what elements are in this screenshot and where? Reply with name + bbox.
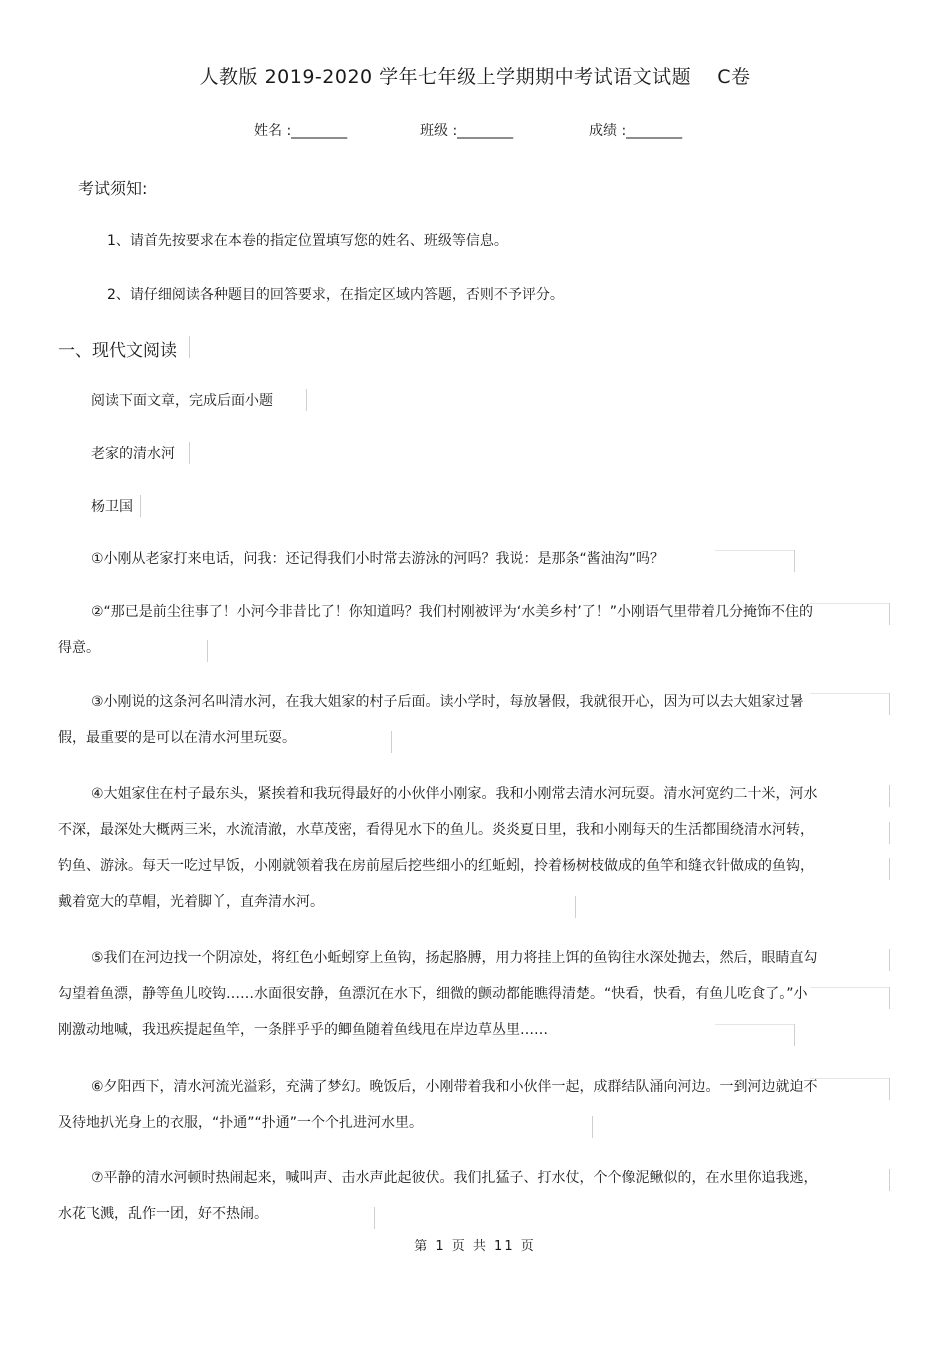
page-footer: 第 1 页 共 11 页 (414, 1239, 536, 1254)
guide-line (889, 603, 890, 625)
box-edge (189, 336, 190, 358)
article-paragraph-5: ⑤我们在河边找一个阴凉处，将红色小蚯蚓穿上鱼钩，扬起胳膊，用力将挂上饵的鱼钩往水深处抛去，然后，眼睛直勾勾望着鱼漂，静等鱼儿咬钩……水面很安静，鱼漂沉在水下，细微的颤动都能瞧得清楚。“快看，快看，有鱼儿吃食了。”小刚激动地喊，我迅疾提起鱼竿，一条胖乎乎的鲫鱼随着鱼线甩在岸边草丛里…… (58, 950, 818, 1038)
box-edge (140, 495, 141, 517)
guide-line (715, 550, 795, 551)
guide-line (374, 1207, 375, 1229)
page-title (0, 62, 950, 89)
article-author: 杨卫国 (91, 499, 133, 515)
guide-line (715, 1024, 795, 1025)
guide-line (889, 1169, 890, 1191)
guide-line (810, 693, 890, 694)
guide-line (889, 785, 890, 807)
notice-heading: 考试须知: (78, 179, 148, 198)
notice-rule-1: 1、请首先按要求在本卷的指定位置填写您的姓名、班级等信息。 (107, 233, 508, 249)
box-edge (189, 442, 190, 464)
notice-rule-2: 2、请仔细阅读各种题目的回答要求，在指定区域内答题，否则不予评分。 (107, 287, 564, 303)
guide-line (794, 550, 795, 572)
article-paragraph-3: ③小刚说的这条河名叫清水河，在我大姐家的村子后面。读小学时，每放暑假，我就很开心，因为可以去大姐家过暑假，最重要的是可以在清水河里玩耍。 (58, 694, 804, 746)
reading-instruction: 阅读下面文章，完成后面小题 (91, 393, 273, 409)
article-paragraph-1: ①小刚从老家打来电话，问我：还记得我们小时常去游泳的河吗？我说：是那条“酱油沟”吗？ (91, 551, 665, 567)
section-heading: 一、现代文阅读 (58, 341, 177, 361)
article-paragraph-4: ④大姐家住在村子最东头，紧挨着和我玩得最好的小伙伴小刚家。我和小刚常去清水河玩耍。清水河宽约二十米，河水不深，最深处大概两三米，水流清澈，水草茂密，看得见水下的鱼儿。炎炎夏日里，我和小刚每天的生活都围绕清水河转，钓鱼、游泳。每天一吃过早饭，小刚就领着我在房前屋后挖些细小的红蚯蚓，拎着杨树枝做成的鱼竿和缝衣针做成的鱼钩，戴着宽大的草帽，光着脚丫，直奔清水河。 (58, 786, 818, 910)
guide-line (207, 640, 208, 662)
class-field[interactable]: 班级 :________ (420, 123, 514, 139)
score-field[interactable]: 成绩 :________ (589, 123, 683, 139)
guide-line (889, 987, 890, 1009)
title-version: C卷 (717, 66, 751, 88)
box-edge (306, 389, 307, 411)
article-title: 老家的清水河 (91, 446, 175, 462)
article-paragraph-7: ⑦平静的清水河顿时热闹起来，喊叫声、击水声此起彼伏。我们扎猛子、打水仗，个个像泥鳅似的，在水里你追我逃，水花飞溅，乱作一团，好不热闹。 (58, 1170, 818, 1222)
guide-line (810, 603, 890, 604)
article-paragraph-6: ⑥夕阳西下，清水河流光溢彩，充满了梦幻。晚饭后，小刚带着我和小伙伴一起，成群结队涌向河边。一到河边就迫不及待地扒光身上的衣服，“扑通”“扑通”一个个扎进河水里。 (58, 1079, 818, 1131)
guide-line (592, 1116, 593, 1138)
guide-line (810, 1078, 890, 1079)
article-paragraph-2: ②“那已是前尘往事了！小河今非昔比了！你知道吗？我们村刚被评为‘水美乡村’了！”小刚语气里带着几分掩饰不住的得意。 (58, 604, 813, 656)
guide-line (889, 693, 890, 715)
name-field[interactable]: 姓名 :________ (254, 123, 348, 139)
guide-line (391, 731, 392, 753)
guide-line (794, 1024, 795, 1046)
guide-line (810, 987, 890, 988)
guide-line (889, 858, 890, 880)
guide-line (889, 949, 890, 971)
guide-line (889, 1078, 890, 1100)
guide-line (889, 822, 890, 844)
title-text: 人教版 2019-2020 学年七年级上学期期中考试语文试题 (199, 66, 692, 88)
guide-line (575, 896, 576, 918)
